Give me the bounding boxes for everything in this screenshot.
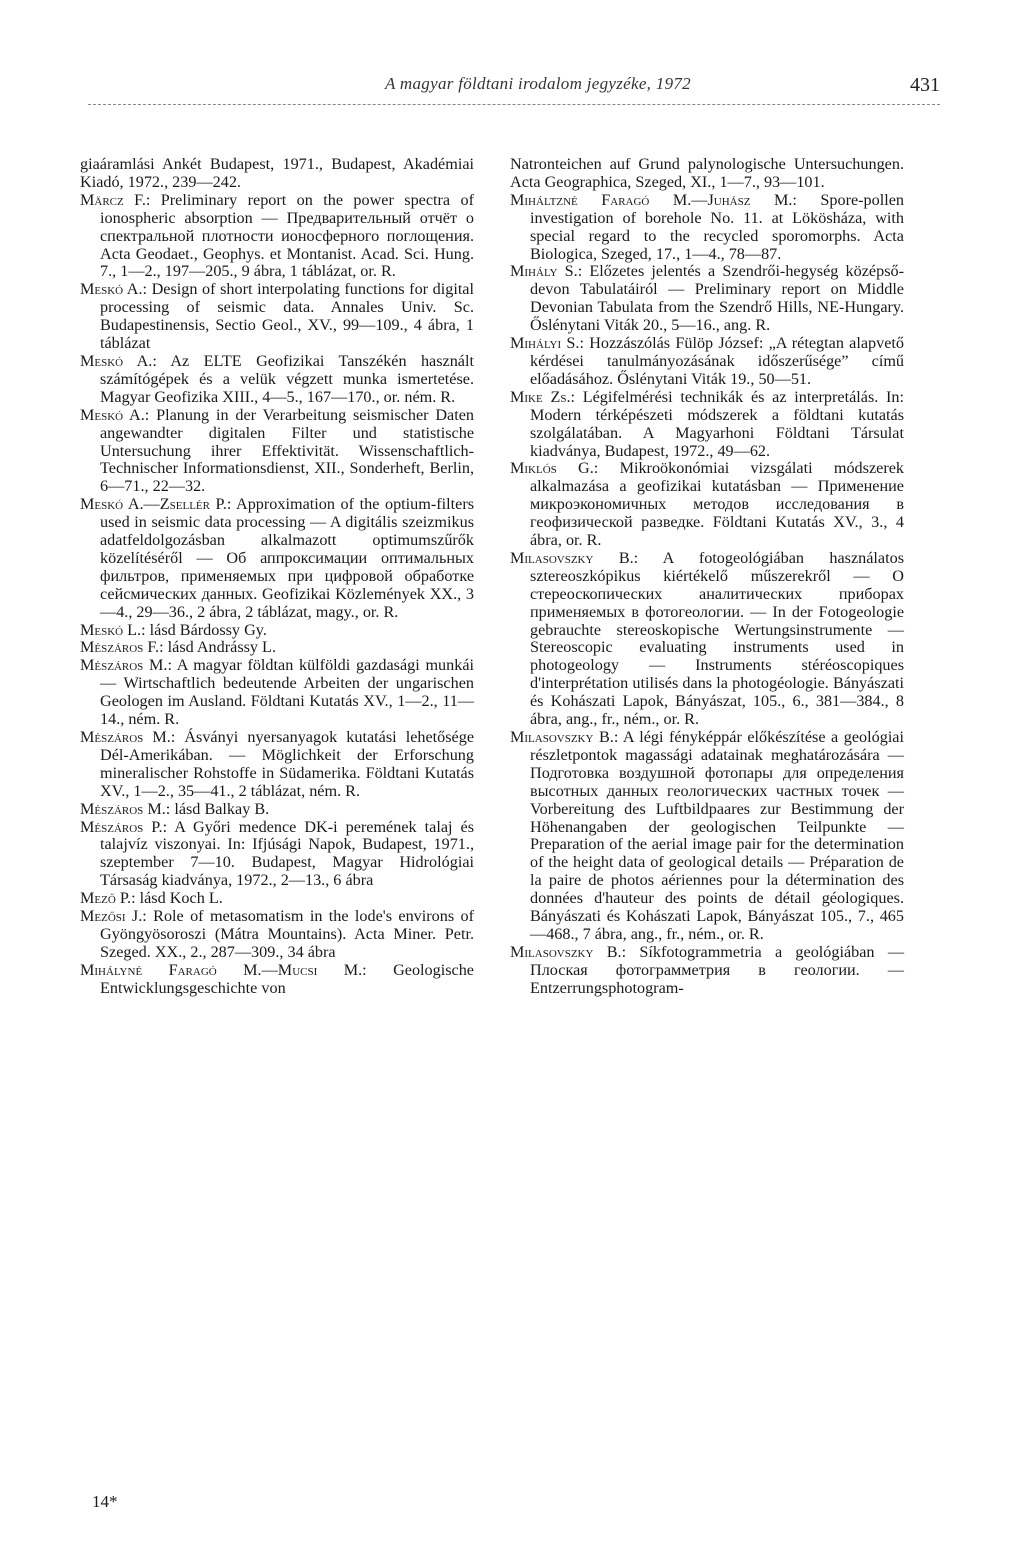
bibliography-entry: [510, 550, 904, 729]
running-header: [88, 64, 940, 105]
bibliography-entry: [510, 389, 904, 461]
entry-text: : A fotogeológiában használatos sztereoszkópikus kiértékelő műszerekről — О стереоскопических аналитических приборах применяемых в фотогеологии. — In der Fotogeologie gebrauchte stereoskopische Wertungsinstrumente — Stereoscopic evaluating instruments used in photogeology — Instruments stéréoscopiques d'interprétation utilisés dans la photogéologie. Bányászati és Kohászati Lapok, Bányászat, 105., 6., 381—384., 8 ábra, ang., fr., ném., or. R.: [530, 548, 904, 729]
bibliography-entry: [510, 335, 904, 389]
entry-text: : Approximation of the optium-filters used in seismic data processing — A digitális szeizmikus adatfeldolgozásban alkalmazott optimumszűrők közelítéséről — Об аппроксимации оптимальных фильтров, применяемых при цифровой обработке сейсмических данных. Geofizikai Közlemények XX., 3—4., 29—36., 2 ábra, 2 táblázat, magy., or. R.: [100, 495, 475, 621]
entry-text: : Preliminary report on the power spectra of ionospheric absorption — Предварительный отчёт о спектральной плотности ионосферного поглощения. Acta Geodaet., Geophys. et Montanist. Acad. Sci. Hung. 7., 1—2., 197—205., 9 ábra, 1 táblázat, or. R.: [100, 190, 475, 281]
entry-author: Meskó A.: [80, 280, 143, 299]
bibliography-entry: [80, 622, 474, 640]
entry-text: : lásd Balkay B.: [165, 799, 270, 818]
entry-author: Milasovszky B.: [510, 942, 622, 961]
entry-author: Mészáros F.: [80, 638, 160, 657]
bibliography-entry: [510, 192, 904, 264]
bibliography-entry: [80, 962, 474, 998]
entry-text: : Geologische Entwicklungsgeschichte von: [100, 960, 474, 997]
entry-text: : Síkfotogrammetria a geológiában — Плоская фотограмметрия в геологии. — Entzerrungsphotogram-: [530, 942, 905, 997]
bibliography-entry: [80, 819, 474, 891]
entry-author: Mihály S.: [510, 262, 578, 281]
entry-author: Mészáros P.: [80, 817, 163, 836]
entry-author: Miklós G.: [510, 459, 594, 478]
bibliography-entry: [510, 729, 904, 944]
running-title: A magyar földtani irodalom jegyzéke, 1972: [385, 74, 691, 93]
entry-text: : Role of metasomatism in the lode's environs of Gyöngyösoroszi (Mátra Mountains). Acta Miner. Petr. Szeged. XX., 2., 287—309., 34 ábra: [100, 907, 474, 961]
bibliography-entry: [510, 156, 904, 192]
bibliography-entry: [510, 944, 904, 998]
bibliography-entry: [80, 156, 474, 192]
bibliography-entry: [80, 407, 474, 497]
bibliography-entry: [510, 460, 904, 550]
entry-text: : Ásványi nyersanyagok kutatási lehetősége Dél-Amerikában. — Möglichkeit der Erforschung mineralischer Rohstoffe in Südamerika. Földtani Kutatás XV., 1—2., 35—41., 2 táblázat, ném. R.: [100, 728, 475, 800]
entry-author: Meskó L.: [80, 620, 142, 639]
entry-text: : Mikroökonómiai vizsgálati módszerek alkalmazása a geofizikai kutatásban — Применение микроэкономичных методов исследования в геофизической разведке. Földtani Kutatás XV., 3., 4 ábra, or. R.: [530, 459, 904, 550]
entry-text: giaáramlási Ankét Budapest, 1971., Budapest, Akadémiai Kiadó, 1972., 239—242.: [80, 155, 474, 191]
bibliography-entry: [80, 908, 474, 962]
entry-text: : A Győri medence DK-i peremének talaj és talajvíz viszonyai. In: Ifjúsági Napok, Budapest, 1971., szeptember 7—10. Budapest, Magyar Hidrológiai Társaság kiadványa, 1972., 2—13., 6 ábra: [100, 817, 475, 890]
left-column: [80, 156, 474, 998]
entry-text: : Planung in der Verarbeitung seismischer Daten angewandter digitalen Filter und statistische Untersuchung ihrer Effektivität. Wissenschaftlich-Technischer Informationsdienst, XII., Sonderheft, Berlin, 6—71., 22—32.: [100, 405, 474, 496]
bibliography-entry: [80, 657, 474, 729]
bibliography-entry: [80, 729, 474, 801]
page-number: 431: [910, 74, 940, 96]
right-column: [510, 156, 904, 998]
entry-text: : lásd Koch L.: [131, 889, 223, 908]
entry-text: : Légifelmérési technikák és az interpretálás. In: Modern térképészeti módszerek a földtani kutatás szolgálatában. A Magyarhoni Földtani Társulat kiadványa, Budapest, 1972., 49—62.: [530, 387, 904, 460]
entry-author: Milasovszky B.: [510, 548, 634, 567]
entry-author: Mezősi J.: [80, 907, 143, 926]
entry-text: Natronteichen auf Grund palynologische Untersuchungen. Acta Geographica, Szeged, XI., 1—7., 93—101.: [510, 155, 904, 191]
entry-author: Meskó A.: [80, 351, 153, 370]
entry-author: Mészáros M.: [80, 656, 168, 675]
entry-author: Miháltzné Faragó M.—Juhász M.: [510, 190, 793, 209]
entry-author: Milasovszky B.: [510, 728, 614, 746]
bibliography-entry: [510, 263, 904, 335]
entry-text: : A magyar földtan külföldi gazdasági munkái — Wirtschaftlich bedeutende Arbeiten der ungarischen Geologen im Ausland. Földtani Kutatás XV., 1—2., 11—14., ném. R.: [100, 656, 475, 729]
bibliography-entry: [80, 281, 474, 353]
bibliography-entry: [80, 496, 474, 621]
entry-text: : Hozzászólás Fülöp József: „A rétegtan alapvető kérdései tanulmányozásának időszerűsége” című előadásához. Őslénytani Viták 19., 50—51.: [530, 334, 904, 388]
entry-text: : Spore-pollen investigation of borehole No. 11. at Lökösháza, with special regard to the recycled sporomorphs. Acta Biologica, Szeged, 17., 1—4., 78—87.: [530, 190, 904, 263]
entry-author: Mező P.: [80, 889, 132, 908]
bibliography-entry: [80, 890, 474, 908]
entry-text: : Előzetes jelentés a Szendrői-hegység középső-devon Tabulatáiról — Preliminary report on Middle Devonian Tabulata from the Szendrő Hills, NE-Hungary. Őslénytani Viták 20., 5—16., ang. R.: [530, 262, 904, 335]
entry-author: Meskó A.: [80, 405, 145, 424]
entry-author: Mihályné Faragó M.—Mucsi M.: [80, 960, 363, 979]
entry-text: : Design of short interpolating functions for digital processing of seismic data. Annales Univ. Sc. Budapestinensis, Sectio Geol., XV., 99—109., 4 ábra, 1 táblázat: [100, 280, 474, 353]
entry-author: Meskó A.—Zsellér P.: [80, 495, 227, 514]
entry-text: : lásd Bárdossy Gy.: [141, 620, 267, 639]
bibliography-entry: [80, 639, 474, 657]
entry-author: Mészáros M.: [80, 799, 166, 818]
entry-author: Mihályi S.: [510, 334, 580, 353]
bibliography-entry: [80, 192, 474, 282]
entry-author: Märcz F.: [80, 190, 146, 209]
entry-text: : A légi fényképpár előkészítése a geológiai részletpontok magassági adatainak meghatározására — Подготовка воздушной фотопары для определения высотных данных геологических частных точек — Vorbereitung des Luftbildpaares zur Bestimmung der Höhenangaben der geologischen Teilpunkte — Preparation of the aerial image pair for the determination of the height data of geological details — Préparation de la paire de photos aériennes pour la détermination des données d'hauteur des points de détail géologiques. Bányászati és Kohászati Lapok, Bányászat 105., 7., 465—468., 7 ábra, ang., fr., ném., or. R.: [530, 728, 904, 943]
bibliography-entry: [80, 353, 474, 407]
entry-text: : lásd Andrássy L.: [159, 638, 276, 657]
entry-author: Mike Zs.: [510, 387, 571, 406]
bibliography-entry: [80, 801, 474, 819]
entry-author: Mészáros M.: [80, 728, 171, 746]
signature-mark: 14*: [92, 1492, 118, 1511]
entry-text: : Az ELTE Geofizikai Tanszékén használt számítógépek és a velük végzett munka ismertetése. Magyar Geofizika XIII., 4—5., 167—170., or. ném. R.: [100, 351, 474, 406]
